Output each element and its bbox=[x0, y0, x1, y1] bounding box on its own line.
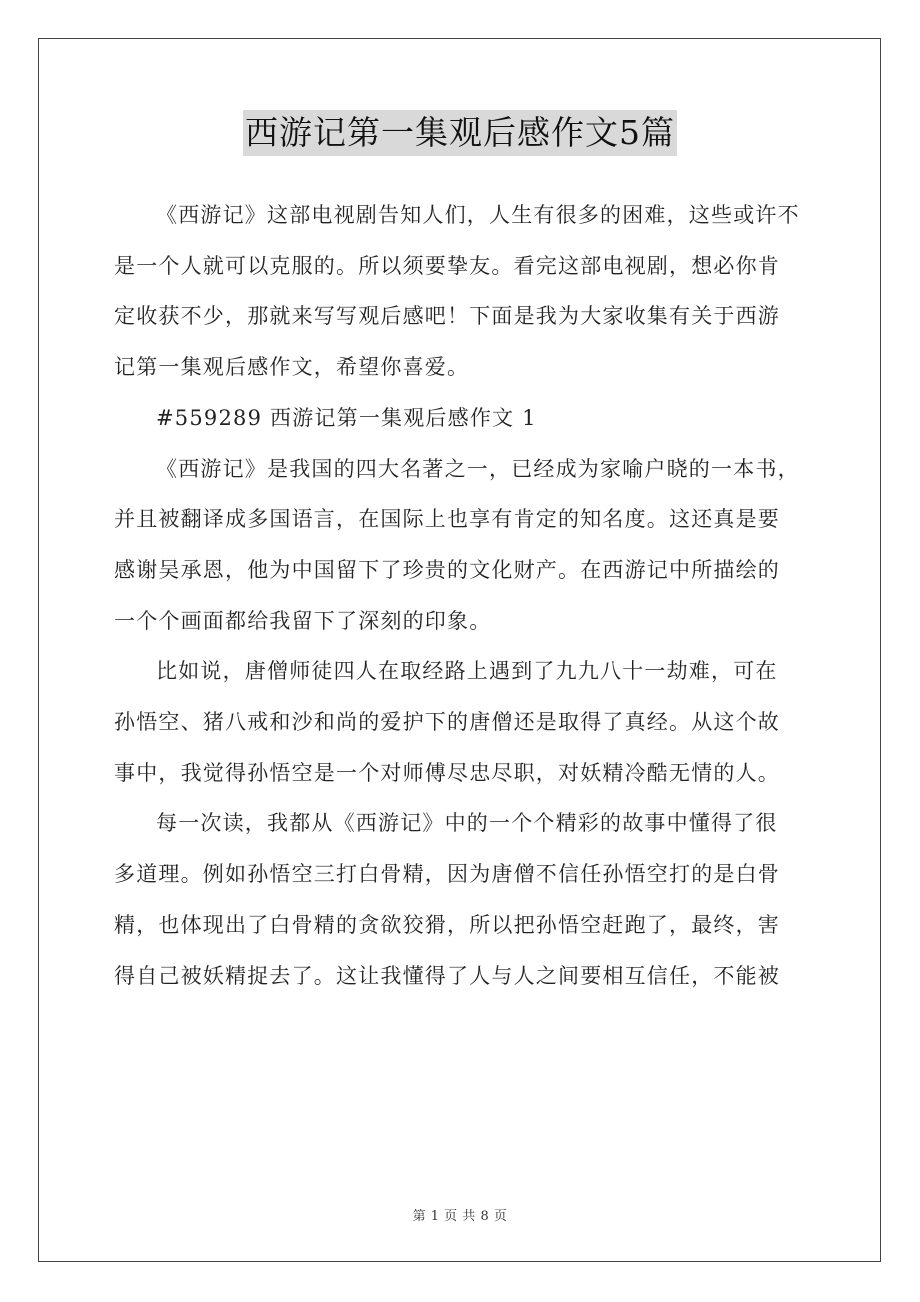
section-heading: #559289 西游记第一集观后感作文 1 bbox=[156, 405, 537, 430]
paragraph-3: 每一次读，我都从《西游记》中的一个个精彩的故事中懂得了很 多道理。例如孙悟空三打白骨精，因为唐僧不信任孙悟空打的是白骨 精，也体现出了白骨精的贪欲狡猾，所以把孙悟空赶跑了，最终，害 得自己被妖精捉去了。这让我懂得了人与人之间要相互信任，不能被 bbox=[114, 811, 780, 988]
page-footer: 第 1 页 共 8 页 bbox=[412, 1209, 508, 1224]
paragraph-intro: 《西游记》这部电视剧告知人们，人生有很多的困难，这些或许不 是一个人就可以克服的。所以须要挚友。看完这部电视剧，想必你肯 定收获不少，那就来写写观后感吧！下面是我为大家收集有关于西游 记第一集观后感作文，希望你喜爱。 bbox=[114, 203, 800, 380]
document-body bbox=[114, 190, 814, 1001]
paragraph-1: 《西游记》是我国的四大名著之一，已经成为家喻户晓的一本书， 并且被翻译成多国语言，在国际上也享有肯定的知名度。这还真是要 感谢吴承恩，他为中国留下了珍贵的文化财产。在西游记中所描绘的 一个个画面都给我留下了深刻的印象。 bbox=[114, 456, 800, 633]
paragraph-2: 比如说，唐僧师徒四人在取经路上遇到了九九八十一劫难，可在 孙悟空、猪八戒和沙和尚的爱护下的唐僧还是取得了真经。从这个故 事中，我觉得孙悟空是一个对师傅尽忠尽职，对妖精冷酷无情的人。 bbox=[114, 659, 780, 785]
title-container bbox=[0, 110, 920, 156]
document-title: 西游记第一集观后感作文5篇 bbox=[243, 110, 677, 156]
